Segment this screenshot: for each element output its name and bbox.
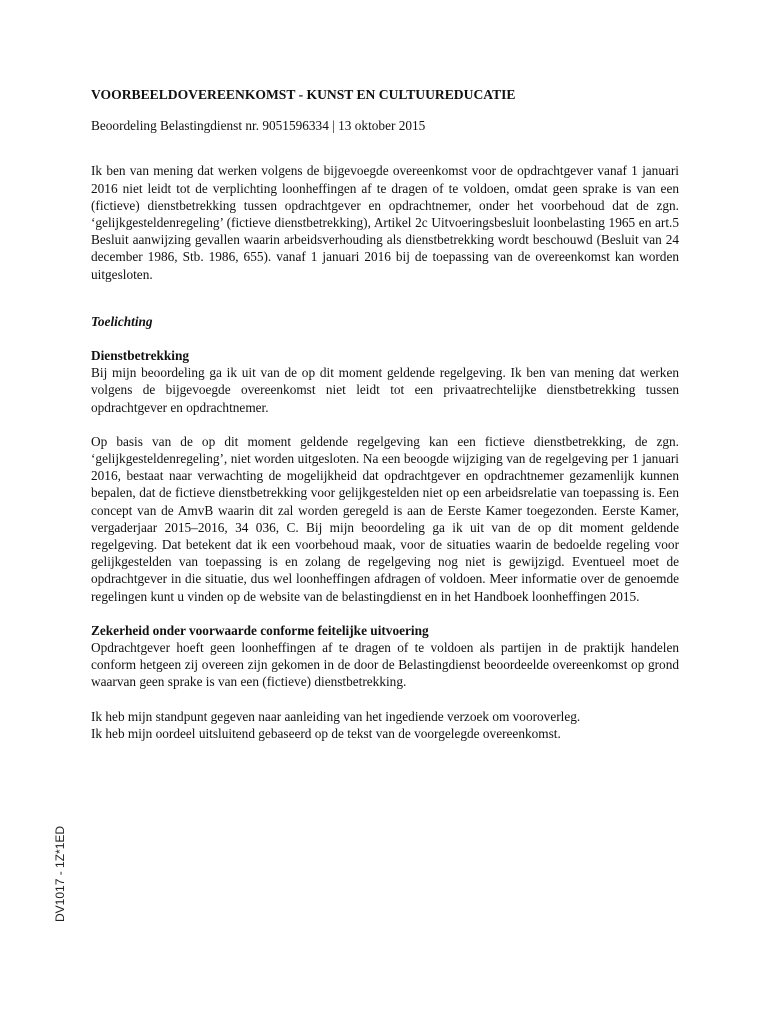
section-heading-zekerheid: Zekerheid onder voorwaarde conforme feitelijke uitvoering (91, 622, 429, 638)
document-body (91, 86, 679, 742)
zekerheid-paragraph: Opdrachtgever hoeft geen loonheffingen af te dragen of te voldoen als partijen in de praktijk handelen conform hetgeen zij overeen zijn gekomen in de door de Belastingdienst beoordeelde overeenkomst op grond waarvan geen sprake is van een (fictieve) dienstbetrekking. (91, 640, 679, 690)
closing-line-2: Ik heb mijn oordeel uitsluitend gebaseerd op de tekst van de voorgelegde overeenkomst. (91, 725, 561, 741)
dienstbetrekking-paragraph-1: Bij mijn beoordeling ga ik uit van de op dit moment geldende regelgeving. Ik ben van mening dat werken volgens de bijgevoegde overeenkomst niet leidt tot een privaatrechtelijke dienstbetrekking tussen opdrachtgever en opdrachtnemer. (91, 365, 679, 415)
document-subtitle: Beoordeling Belastingdienst nr. 9051596334 | 13 oktober 2015 (91, 118, 426, 134)
dienstbetrekking-paragraph-2: Op basis van de op dit moment geldende regelgeving kan een fictieve dienstbetrekking, de zgn. ‘gelijkgesteldenregeling’, niet worden uitgesloten. Na een beoogde wijziging van de regelgeving per 1 januari 2016, bestaat naar verwachting de mogelijkheid dat opdrachtgever en opdrachtnemer gezamenlijk kunnen bepalen, dat de fictieve dienstbetrekking voor gelijkgestelden niet op een arbeidsrelatie van toepassing is. Een concept van de AmvB waarin dit zal worden geregeld is aan de Eerste Kamer toegezonden. Eerste Kamer, vergaderjaar 2015–2016, 34 036, C. Bij mijn beoordeling ga ik uit van de op dit moment geldende regelgeving. Dat betekent dat ik een voorbehoud maak, voor de situaties waarin de bedoelde regeling voor gelijkgestelden van toepassing is en zolang de regelgeving nog niet is gewijzigd. Eventueel moet de opdrachtgever in die situatie, dus wel loonheffingen afdragen of voldoen. Meer informatie over de genoemde regelingen kunt u vinden op de website van de belastingdienst en in het Handboek loonheffingen 2015. (91, 433, 679, 604)
intro-paragraph: Ik ben van mening dat werken volgens de bijgevoegde overeenkomst voor de opdrachtgever vanaf 1 januari 2016 niet leidt tot de verplichting loonheffingen af te dragen of te voldoen, omdat geen sprake is van een (fictieve) dienstbetrekking tussen opdrachtgever en opdrachtnemer, onder het voorbehoud dat de zgn. ‘gelijkgesteldenregeling’ (fictieve dienstbetrekking), Artikel 2c Uitvoeringsbesluit loonbelasting 1965 en art.5 Besluit aanwijzing gevallen waarin arbeidsverhouding als dienstbetrekking wordt beschouwd (Besluit van 24 december 1986, Stb. 1986, 655). vanaf 1 januari 2016 bij de toepassing van de overeenkomst kan worden uitgesloten. (91, 163, 679, 282)
section-heading-toelichting: Toelichting (91, 313, 153, 329)
section-heading-dienstbetrekking: Dienstbetrekking (91, 348, 190, 364)
document-side-code: DV1017 - 1Z*1ED (53, 825, 67, 922)
closing-line-1: Ik heb mijn standpunt gegeven naar aanleiding van het ingediende verzoek om vooroverleg. (91, 708, 581, 724)
document-title: VOORBEELDOVEREENKOMST - KUNST EN CULTUUREDUCATIE (91, 87, 516, 102)
